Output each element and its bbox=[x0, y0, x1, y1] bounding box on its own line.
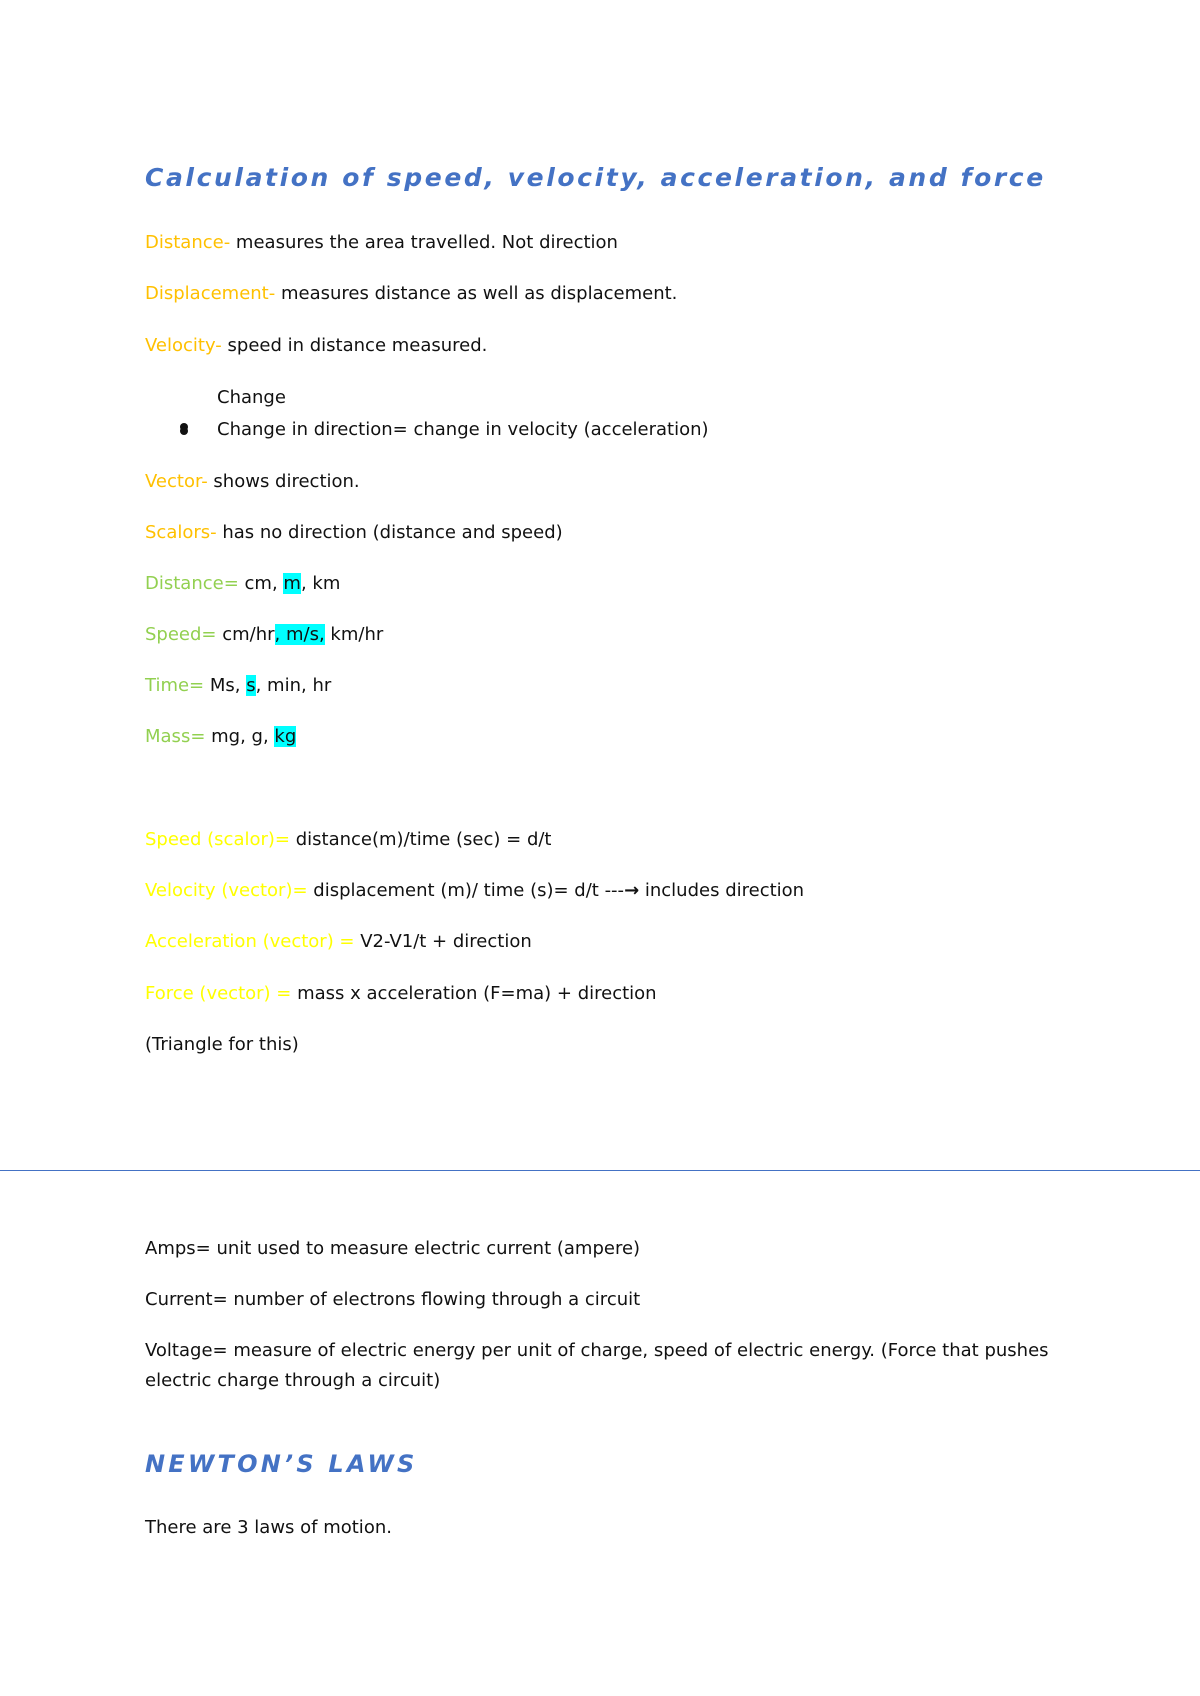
formula-text: distance(m)/time (sec) = d/t bbox=[290, 829, 552, 850]
definition-text: measures distance as well as displacement. bbox=[275, 283, 678, 304]
term-time-units: Time= bbox=[145, 675, 205, 696]
list-item: Change bbox=[217, 387, 286, 408]
units-text: km/hr bbox=[324, 624, 384, 645]
voltage-definition-line1: Voltage= measure of electric energy per unit of charge, speed of electric energy. (Force that pushes bbox=[145, 1340, 1049, 1361]
vector-definition bbox=[145, 470, 360, 494]
laws-intro: There are 3 laws of motion. bbox=[145, 1517, 392, 1538]
term-acceleration-formula: Acceleration (vector) = bbox=[145, 931, 355, 952]
triangle-note: (Triangle for this) bbox=[145, 1034, 299, 1055]
list-item: Change in direction= change in velocity (acceleration) bbox=[217, 419, 709, 440]
speed-units bbox=[145, 623, 383, 647]
units-text: Ms, bbox=[204, 675, 247, 696]
formula-text: displacement (m)/ time (s)= d/t --- bbox=[307, 880, 625, 901]
bullet-icon bbox=[180, 427, 188, 435]
term-vector: Vector- bbox=[145, 471, 208, 492]
highlighted-unit: m bbox=[283, 573, 301, 594]
velocity-formula bbox=[145, 879, 804, 903]
term-scalors: Scalors- bbox=[145, 522, 217, 543]
newtons-laws-heading: NEWTON’S LAWS bbox=[145, 1450, 418, 1478]
term-mass-units: Mass= bbox=[145, 726, 206, 747]
highlighted-unit: , m/s, bbox=[274, 624, 325, 645]
units-text: , km bbox=[300, 573, 341, 594]
term-distance-units: Distance= bbox=[145, 573, 239, 594]
units-text: , min, hr bbox=[255, 675, 332, 696]
force-formula bbox=[145, 982, 657, 1006]
mass-units bbox=[145, 725, 296, 749]
scalors-definition bbox=[145, 521, 563, 545]
definition-text: measures the area travelled. Not direction bbox=[230, 232, 618, 253]
term-velocity: Velocity- bbox=[145, 335, 222, 356]
acceleration-formula bbox=[145, 930, 532, 954]
formula-text: includes direction bbox=[639, 880, 805, 901]
term-displacement: Displacement- bbox=[145, 283, 276, 304]
definition-text: has no direction (distance and speed) bbox=[216, 522, 563, 543]
time-units bbox=[145, 674, 331, 698]
units-text: cm, bbox=[238, 573, 284, 594]
units-text: mg, g, bbox=[205, 726, 275, 747]
term-speed-units: Speed= bbox=[145, 624, 217, 645]
term-distance: Distance- bbox=[145, 232, 231, 253]
velocity-definition bbox=[145, 334, 487, 358]
highlighted-unit: kg bbox=[274, 726, 297, 747]
right-arrow-icon: → bbox=[624, 880, 640, 901]
definition-text: shows direction. bbox=[207, 471, 360, 492]
units-text: cm/hr bbox=[216, 624, 275, 645]
voltage-definition-line2: electric charge through a circuit) bbox=[145, 1370, 441, 1391]
term-force-formula: Force (vector) = bbox=[145, 983, 292, 1004]
highlighted-unit: s bbox=[246, 675, 256, 696]
term-speed-formula: Speed (scalor)= bbox=[145, 829, 290, 850]
definition-text: speed in distance measured. bbox=[221, 335, 488, 356]
formula-text: V2-V1/t + direction bbox=[354, 931, 532, 952]
document-title: Calculation of speed, velocity, acceleration, and force bbox=[145, 163, 1046, 192]
current-definition: Current= number of electrons flowing through a circuit bbox=[145, 1289, 641, 1310]
distance-definition bbox=[145, 231, 618, 255]
amps-definition: Amps= unit used to measure electric current (ampere) bbox=[145, 1238, 641, 1259]
displacement-definition bbox=[145, 282, 677, 306]
speed-formula bbox=[145, 828, 552, 852]
distance-units bbox=[145, 572, 340, 596]
formula-text: mass x acceleration (F=ma) + direction bbox=[291, 983, 657, 1004]
section-divider bbox=[0, 1170, 1200, 1171]
term-velocity-formula: Velocity (vector)= bbox=[145, 880, 308, 901]
